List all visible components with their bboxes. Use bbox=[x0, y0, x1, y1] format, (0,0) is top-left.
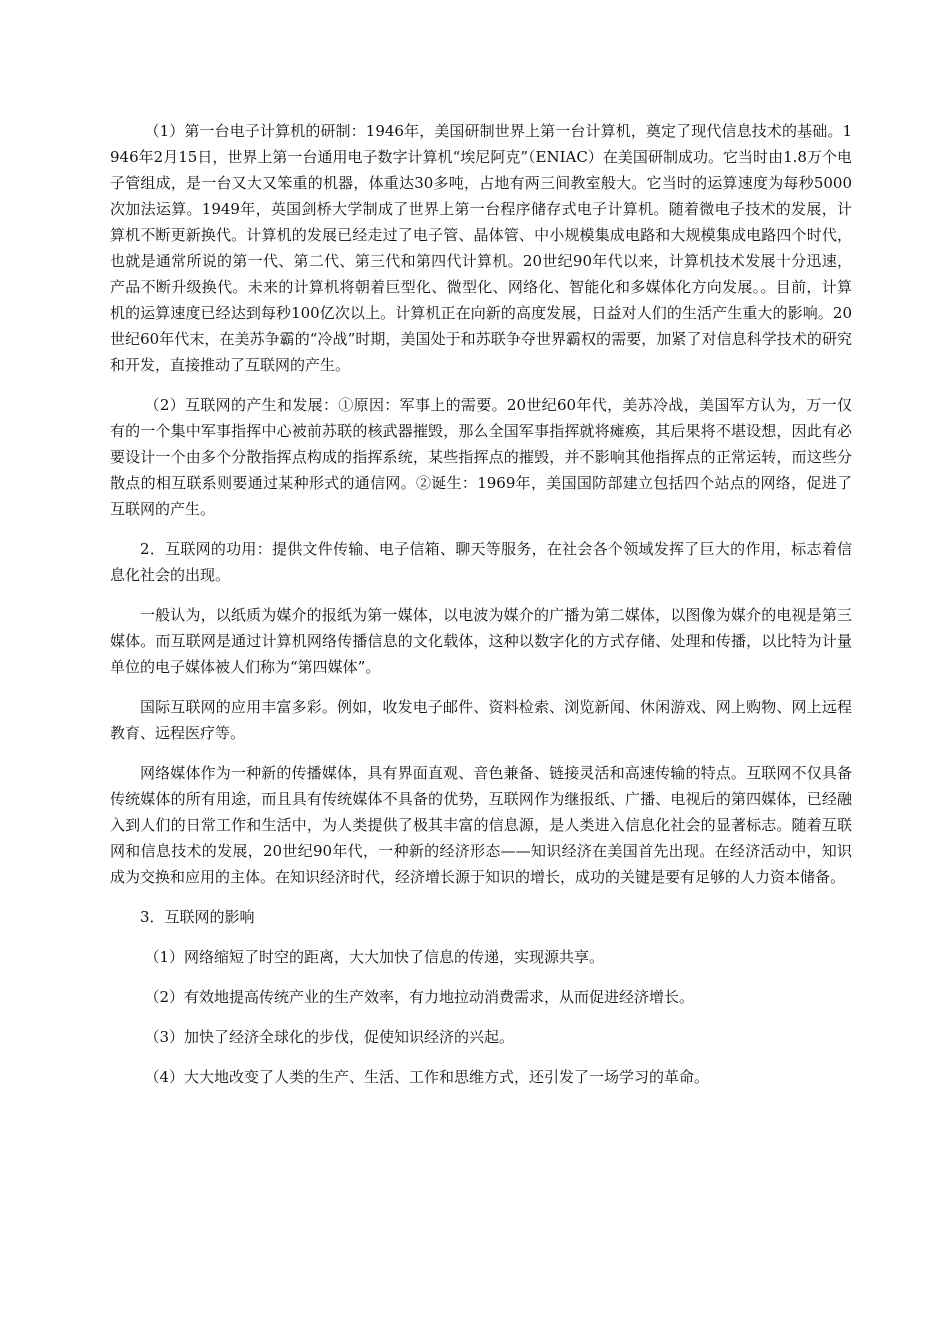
paragraph-gap bbox=[110, 680, 852, 694]
paragraph-first-computer: （1）第一台电子计算机的研制：1946年，美国研制世界上第一台计算机，奠定了现代信息技术的基础。1946年2月15日，世界上第一台通用电子数字计算机“埃尼阿克”（ENIAC）在美国研制成功。它当时由1.8万个电子管组成，是一台又大又笨重的机器，体重达30多吨，占地有两三间教室般大。它当时的运算速度为每秒5000次加法运算。1949年，英国剑桥大学制成了世界上第一台程序储存式电子计算机。随着微电子技术的发展，计算机不断更新换代。计算机的发展已经走过了电子管、晶体管、中小规模集成电路和大规模集成电路四个时代，也就是通常所说的第一代、第二代、第三代和第四代计算机。20世纪90年代以来，计算机技术发展十分迅速，产品不断升级换代。未来的计算机将朝着巨型化、微型化、网络化、智能化和多媒体化方向发展。。目前，计算机的运算速度已经达到每秒100亿次以上。计算机正在向新的高度发展，日益对人们的生活产生重大的影响。20世纪60年代末，在美苏争霸的“冷战”时期，美国处于和苏联争夺世界霸权的需要，加紧了对信息科学技术的研究和开发，直接推动了互联网的产生。 bbox=[110, 122, 852, 374]
impact-item-2: （2）有效地提高传统产业的生产效率，有力地拉动消费需求，从而促进经济增长。 bbox=[144, 988, 695, 1006]
document-page bbox=[110, 118, 852, 1090]
paragraph-gap bbox=[110, 1050, 852, 1064]
paragraph-gap bbox=[110, 970, 852, 984]
paragraph-fourth-media: 一般认为，以纸质为媒介的报纸为第一媒体，以电波为媒介的广播为第二媒体，以图像为媒介的电视是第三媒体。而互联网是通过计算机网络传播信息的文化载体，这种以数字化的方式存储、处理和传播，以比特为计量单位的电子媒体被人们称为“第四媒体”。 bbox=[110, 606, 852, 676]
impact-item-3: （3）加快了经济全球化的步伐，促使知识经济的兴起。 bbox=[144, 1028, 515, 1046]
paragraph-internet-applications: 国际互联网的应用丰富多彩。例如，收发电子邮件、资料检索、浏览新闻、休闲游戏、网上购物、网上远程教育、远程医疗等。 bbox=[110, 698, 852, 742]
impact-item-4: （4）大大地改变了人类的生产、生活、工作和思维方式，还引发了一场学习的革命。 bbox=[144, 1068, 710, 1086]
paragraph-gap bbox=[110, 1010, 852, 1024]
paragraph-internet-function: 2．互联网的功用：提供文件传输、电子信箱、聊天等服务，在社会各个领域发挥了巨大的作用，标志着信息化社会的出现。 bbox=[110, 540, 852, 584]
paragraph-gap bbox=[110, 930, 852, 944]
impact-item-1: （1）网络缩短了时空的距离，大大加快了信息的传递，实现源共享。 bbox=[144, 948, 605, 966]
paragraph-gap bbox=[110, 890, 852, 904]
paragraph-gap bbox=[110, 378, 852, 392]
section-heading-internet-impact: 3．互联网的影响 bbox=[140, 908, 255, 926]
paragraph-internet-origin: （2）互联网的产生和发展：①原因：军事上的需要。20世纪60年代，美苏冷战，美国军方认为，万一仅有的一个集中军事指挥中心被前苏联的核武器摧毁，那么全国军事指挥就将瘫痪，其后果将不堪设想，因此有必要设计一个由多个分散指挥点构成的指挥系统，某些指挥点的摧毁，并不影响其他指挥点的正常运转，而这些分散点的相互联系则要通过某种形式的通信网。②诞生：1969年，美国国防部建立包括四个站点的网络，促进了互联网的产生。 bbox=[110, 396, 852, 518]
paragraph-gap bbox=[110, 588, 852, 602]
paragraph-gap bbox=[110, 522, 852, 536]
paragraph-network-media: 网络媒体作为一种新的传播媒体，具有界面直观、音色兼备、链接灵活和高速传输的特点。互联网不仅具备传统媒体的所有用途，而且具有传统媒体不具备的优势，互联网作为继报纸、广播、电视后的第四媒体，已经融入到人们的日常工作和生活中，为人类提供了极其丰富的信息源，是人类进入信息化社会的显著标志。随着互联网和信息技术的发展，20世纪90年代，一种新的经济形态——知识经济在美国首先出现。在经济活动中，知识成为交换和应用的主体。在知识经济时代，经济增长源于知识的增长，成功的关键是要有足够的人力资本储备。 bbox=[110, 764, 852, 886]
paragraph-gap bbox=[110, 746, 852, 760]
